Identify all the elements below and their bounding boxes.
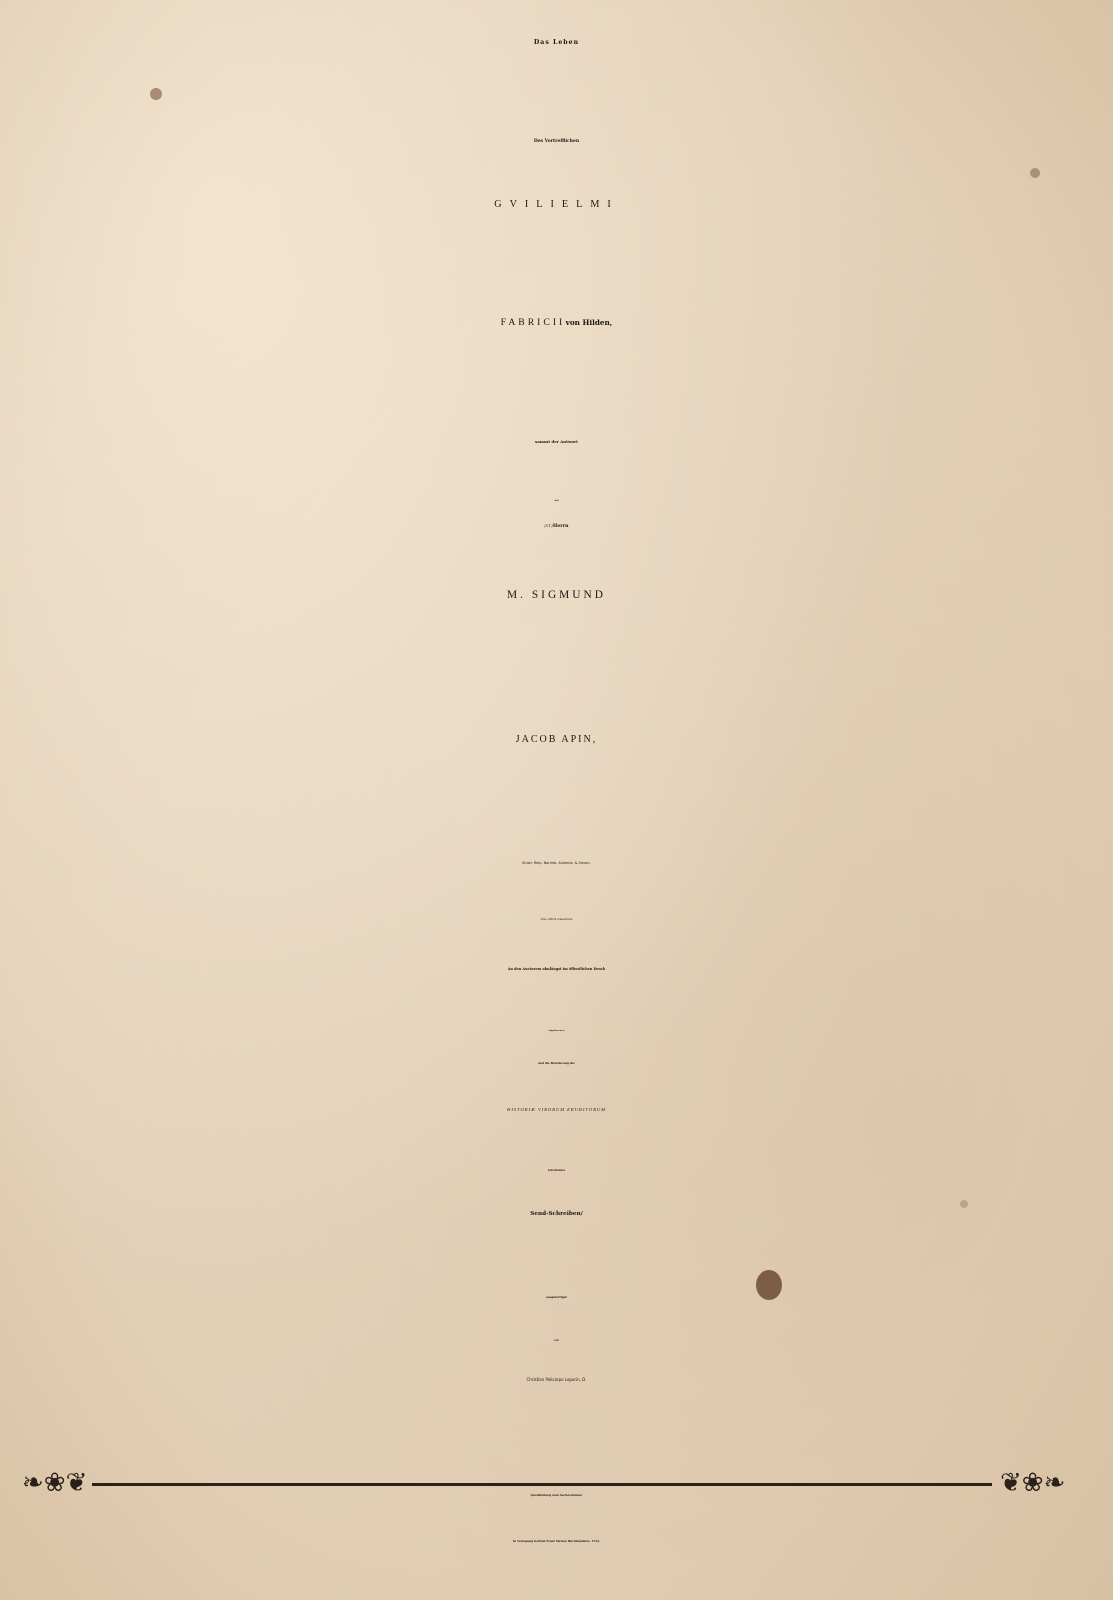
title-line-jacob-apin: JACOB APIN, (515, 734, 598, 745)
title-line-historiae: HISTORIÆ VIRORUM ERUDITORUM (507, 1107, 606, 1112)
title-line-inspectoris: Univ. Altorf. Inspectoris (540, 917, 573, 921)
rule-ornament-left: ❧❀❦ (22, 1468, 88, 1498)
title-line-des-vortrefflichen: Des Vortrefflichen (533, 139, 580, 144)
horizontal-rule (92, 1483, 992, 1486)
title-line-m-sigmund: M. SIGMUND (507, 589, 606, 601)
title-line-auf: Auf (554, 500, 559, 502)
von-hilden-word: von Hilden, (565, 318, 613, 327)
title-line-abgelassenes: abgelassenes/ (548, 1030, 565, 1032)
title-line-an-den-auctorem: An den Auctorem ohnlängst im öffentlichen Druck (507, 967, 606, 971)
title-line-gvilielmi: GVILIELMI (494, 199, 619, 210)
title-line-fabricii (0, 318, 1113, 328)
herrn-word: Herrn (552, 524, 569, 529)
title-line-das-leben: Das Leben (533, 39, 580, 46)
imprint-place-line: Quedlinburg und Aschersleben/ (530, 1493, 583, 1497)
title-line-send-schreiben: Send-Schreiben/ (530, 1211, 583, 1217)
title-line-betreffendes: betreffendes (548, 1169, 565, 1172)
paper-spot (1030, 168, 1040, 178)
st-abbreviation: (S.T.) (544, 524, 553, 528)
paper-spot (960, 1200, 968, 1208)
author-line: Christian Policarpo Leporin, D. (526, 1377, 587, 1382)
title-line-von: von (554, 1339, 559, 1342)
title-line-illustr: Illustr. Reip. Norimb. Alumnor. & Oecon. (522, 861, 591, 865)
imprint-publisher-line: In Verlegung Gottlob Ernst Strunz/ Buchhändlers. 1722. (513, 1539, 600, 1543)
fabricii-word: FABRICII (500, 317, 566, 328)
rule-ornament-right: ❦❀❧ (1000, 1468, 1066, 1498)
title-line-sammt-der-antwort: sammt der Antwort (535, 439, 578, 444)
paper-spot (150, 88, 162, 100)
title-line-ausgefertiget: ausgefertiget (546, 1295, 567, 1299)
title-line-befoderung: und die Befoderung der (538, 1061, 575, 1065)
title-line-st-herrn (0, 525, 1113, 530)
